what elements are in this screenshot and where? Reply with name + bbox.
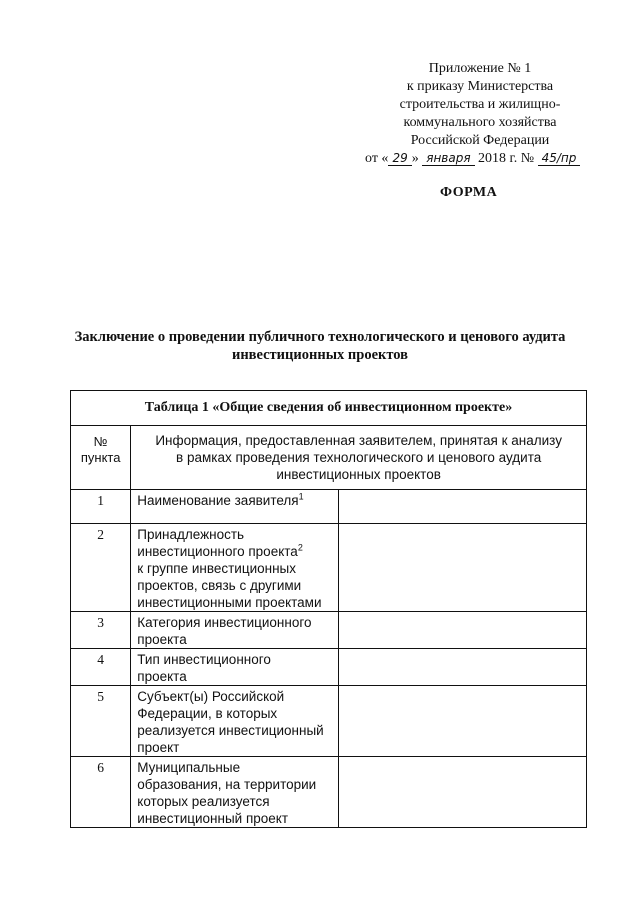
row-number-cell	[71, 612, 131, 649]
row-label-text: реализуется инвестиционный	[137, 723, 324, 738]
row-number: 4	[97, 652, 105, 667]
table-row	[71, 524, 587, 612]
title-line: инвестиционных проектов	[231, 347, 409, 363]
row-label-line	[137, 577, 332, 594]
row-label-line	[137, 810, 332, 827]
table-caption: Таблица 1 «Общие сведения об инвестиционном проекте»	[71, 391, 587, 426]
row-label-cell	[131, 757, 339, 828]
row-number-cell	[71, 649, 131, 686]
header-num-line: пункта	[80, 450, 121, 465]
row-value-cell[interactable]	[339, 612, 587, 649]
row-label-text: Категория инвестиционного	[137, 615, 312, 630]
row-label-text: инвестиционный проект	[137, 811, 289, 826]
title-line: Заключение о проведении публичного технологического и ценового аудита	[74, 329, 566, 345]
row-label-cell	[131, 649, 339, 686]
row-label-line	[137, 614, 332, 631]
row-number-cell	[71, 686, 131, 757]
row-value-cell[interactable]	[339, 490, 587, 524]
row-label-line	[137, 651, 332, 668]
row-label-cell	[131, 612, 339, 649]
header-information	[131, 426, 587, 490]
header-line: Российской Федерации	[410, 133, 550, 148]
date-month-handwritten: января	[422, 151, 474, 166]
row-value-cell[interactable]	[339, 649, 587, 686]
row-label-text: Наименование заявителя	[137, 493, 299, 508]
table-header-row	[71, 426, 587, 490]
row-label-text: к группе инвестиционных	[137, 561, 296, 576]
row-number: 3	[97, 615, 105, 630]
row-value-cell[interactable]	[339, 757, 587, 828]
row-number: 2	[97, 527, 105, 542]
row-label-cell	[131, 490, 339, 524]
header-info-line: в рамках проведения технологического и ценового аудита	[176, 450, 542, 465]
row-label-line	[137, 526, 332, 543]
row-label-line	[137, 793, 332, 810]
header-line: Приложение № 1	[428, 61, 532, 76]
row-label-text: инвестиционного проекта	[137, 544, 298, 559]
header-info-line: инвестиционных проектов	[276, 467, 441, 482]
row-label-text: Субъект(ы) Российской	[137, 689, 285, 704]
document-title	[50, 328, 590, 364]
row-label-text: образования, на территории	[137, 777, 317, 792]
table-row	[71, 757, 587, 828]
header-line: строительства и жилищно-	[399, 97, 561, 112]
row-label-line	[137, 560, 332, 577]
header-num-line: №	[93, 434, 108, 449]
row-label-line	[137, 492, 332, 509]
row-number-cell	[71, 757, 131, 828]
row-label-text: Принадлежность	[137, 527, 245, 542]
order-number-handwritten: 45/пр	[538, 151, 581, 166]
row-label-text: инвестиционными проектами	[137, 595, 322, 610]
table-row	[71, 686, 587, 757]
row-number-cell	[71, 524, 131, 612]
date-quote: »	[411, 151, 419, 166]
header-info-line: Информация, предоставленная заявителем, принятая к анализу	[155, 433, 562, 448]
row-label-text: Федерации, в которых	[137, 706, 278, 721]
row-number: 1	[97, 493, 105, 508]
row-label-line	[137, 759, 332, 776]
row-number-cell	[71, 490, 131, 524]
table-row	[71, 649, 587, 686]
form-label: ФОРМА	[440, 185, 498, 200]
row-label-line	[137, 668, 332, 685]
row-number: 6	[97, 760, 105, 775]
date-prefix: от «	[365, 151, 389, 166]
row-label-text: проекта	[137, 669, 187, 684]
date-year: 2018 г. №	[478, 151, 535, 166]
date-day-handwritten: 29	[388, 151, 411, 166]
row-label-line	[137, 739, 332, 756]
table-row	[71, 612, 587, 649]
footnote-mark: 1	[298, 491, 304, 502]
row-label-text: проект	[137, 740, 180, 755]
row-label-cell	[131, 686, 339, 757]
row-label-text: проектов, связь с другими	[137, 578, 302, 593]
row-label-text: Муниципальные	[137, 760, 241, 775]
row-number: 5	[97, 689, 105, 704]
table-caption-row	[71, 391, 587, 426]
header-item-number	[71, 426, 131, 490]
order-reference	[350, 60, 610, 150]
row-value-cell[interactable]	[339, 524, 587, 612]
table-row	[71, 490, 587, 524]
row-value-cell[interactable]	[339, 686, 587, 757]
row-label-line	[137, 705, 332, 722]
header-line: к приказу Министерства	[406, 79, 554, 94]
order-date-line	[365, 150, 625, 168]
row-label-line	[137, 722, 332, 739]
row-label-line	[137, 594, 332, 611]
row-label-text: Тип инвестиционного	[137, 652, 271, 667]
footnote-mark: 2	[297, 542, 303, 553]
row-label-line	[137, 631, 332, 648]
project-info-table	[70, 390, 587, 828]
row-label-line	[137, 543, 332, 560]
row-label-line	[137, 688, 332, 705]
row-label-line	[137, 776, 332, 793]
row-label-cell	[131, 524, 339, 612]
row-label-text: проекта	[137, 632, 187, 647]
row-label-text: которых реализуется	[137, 794, 270, 809]
header-line: коммунального хозяйства	[403, 115, 557, 130]
